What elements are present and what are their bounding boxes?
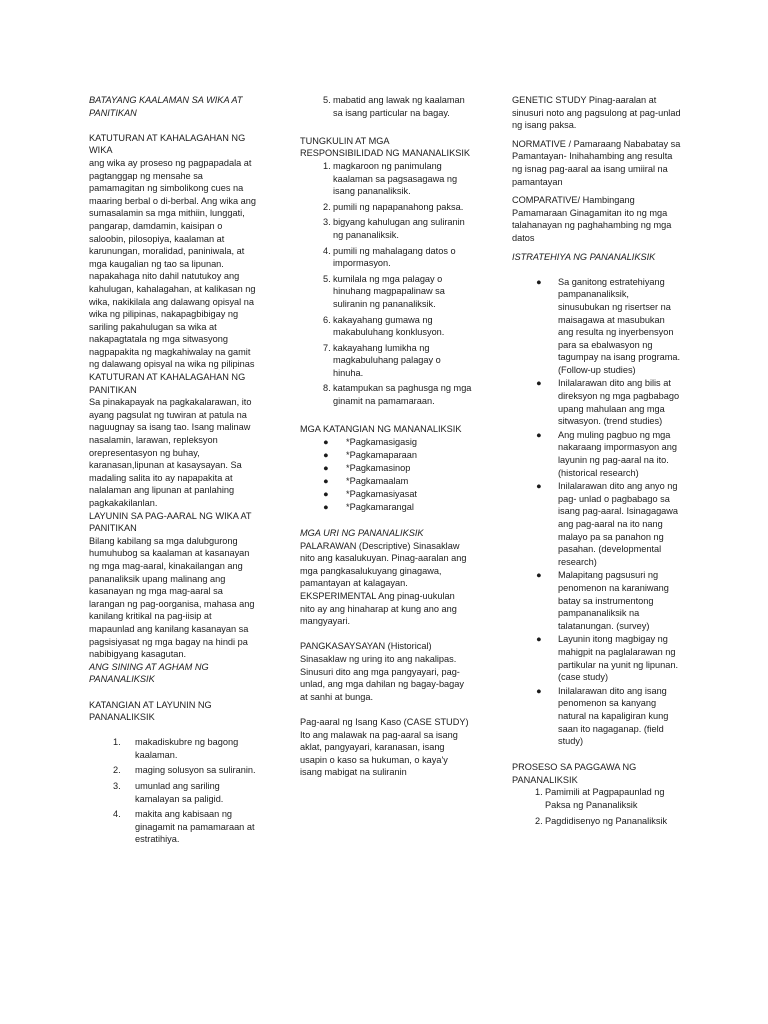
- paragraph-comparative: COMPARATIVE/ Hambingang Pamamaraan Ginagamitan ito ng mga talahanayan ng paghahambing ng mga datos: [512, 195, 672, 243]
- list-katangian-layunin-continued: [300, 94, 472, 119]
- column-2: [300, 94, 472, 779]
- list-item: 2. maging solusyon sa suliranin.: [113, 765, 256, 776]
- bullet-icon: ●: [323, 436, 329, 447]
- list-item: ● Inilalarawan dito ang isang penomenon sa kanyang natural na kapaligiran kung saan ito nagaganap. (field study): [536, 685, 669, 747]
- bullet-icon: ●: [323, 489, 329, 500]
- column-1: [89, 94, 257, 849]
- list-item: ● *Pagkamasiyasat: [323, 489, 417, 500]
- list-item: 2. pumili ng napapanahong paksa.: [323, 201, 464, 212]
- bullet-icon: ●: [323, 449, 329, 460]
- list-proseso: [512, 786, 682, 827]
- column-3: [512, 94, 682, 830]
- section-heading-tungkulin: TUNGKULIN AT MGA RESPONSIBILIDAD NG MANANALIKSIK: [300, 135, 471, 159]
- list-item: 2. Pagdidisenyo ng Pananaliksik: [535, 815, 668, 826]
- list-item: 8. katampukan sa paghusga ng mga ginamit na pamamaraan.: [323, 383, 472, 407]
- section-heading-katangian-mananaliksik: MGA KATANGIAN NG MANANALIKSIK: [300, 424, 462, 435]
- paragraph-genetic-study: GENETIC STUDY Pinag-aaralan at sinusuri noto ang pagsulong at pag-unlad ng isang paksa.: [512, 95, 681, 131]
- list-item: 4. makita ang kabisaan ng ginagamit na pamamaraan at estratihiya.: [113, 809, 255, 845]
- list-item: ● Inilalarawan dito ang bilis at direksyon ng mga pagbabago upang mahulaan ang mga sitwasyon. (trend studies): [536, 378, 680, 427]
- bullet-icon: ●: [323, 463, 329, 474]
- section-heading-layunin: LAYUNIN SA PAG-AARAL NG WIKA AT PANITIKAN: [89, 510, 252, 534]
- list-item: 3. bigyang kahulugan ang suliranin ng pananaliksik.: [323, 217, 465, 240]
- paragraph-layunin: Bilang kabilang sa mga dalubgurong humuhubog sa kaalaman at kasanayan ng mga mag-aaral, kinakailangan ang pananaliksik upang malinang ang kasanayan ng mga mag-aaral sa larangan ng pag-oorganisa, mahasa ang kanilang kritikal na pag-iisip at mapaunlad ang kanilang kasanayan sa pagsisiyasat ng mga bagay na hindi pa nabibigyang kasagutan.: [89, 535, 255, 660]
- paragraph-wika: ang wika ay proseso ng pagpapadala at pagtanggap ng mensahe sa pamamagitan ng simbolikong cues na maaring berbal o di-berbal. Ang wika ang sumasalamin sa mga mithiin, lunggati, pangarap, damdamin, kaisipan o saloobin, pilosopiya, kaalaman at karunungan, moralidad, paniniwala, at mga kaugalian ng tao sa lipunan. napakahaga nito dahil natutukoy ang kahulugan, kahalagahan, at kalikasan ng wika, nakikilala ang dalawang opisyal na wika ng pilipinas, nakapagbibigay ng sariling pakahulugan sa wika at nakapagtatala ng mga sitwasyong nagpapakita ng magkahiwalay na gamit ng dalawang opisyal na wika ng pilipinas: [89, 157, 257, 370]
- paragraph-panitikan: Sa pinakapayak na pagkakalarawan, ito ayang pagsulat ng tuwiran at patula na naguugnay sa isang tao. Isang malinaw nasalamin, larawan, repleksyon orepresentasyon ng buhay, karanasan,lipunan at kasaysayan. Sa madaling salita ito ay napapakita at nalalaman ang lipunan at panlahing pagkakakilanlan.: [89, 397, 252, 508]
- list-item: 1. magkaroon ng panimulang kaalaman sa pagsasagawa ng isang pananaliksik.: [323, 160, 458, 197]
- paragraph-pangkasaysayan: PANGKASAYSAYAN (Historical) Sinasaklaw ng uring ito ang nakalipas. Sinusuri dito ang mga pangyayari, pag-unlad, ang mga dahilan ng bagay-bagay at sanhi at bunga.: [300, 641, 464, 702]
- list-item: ● *Pagkamaparaan: [323, 449, 417, 460]
- bullet-icon: ●: [536, 634, 542, 645]
- bullet-icon: ●: [536, 481, 542, 492]
- list-item: ● *Pagkamasigasig: [323, 436, 417, 447]
- list-item: ● Layunin itong magbigay ng mahigpit na paglalarawan ng partikular na yunit ng lipunan. (case study): [536, 634, 679, 683]
- list-istratehiya: [512, 276, 682, 748]
- bullet-icon: ●: [536, 570, 542, 581]
- list-item: ● *Pagkamarangal: [323, 502, 414, 513]
- section-heading-katangian-layunin: KATANGIAN AT LAYUNIN NG PANANALIKSIK: [89, 699, 212, 723]
- paragraph-normative: NORMATIVE / Pamaraang Nababatay sa Pamantayan- Inihahambing ang resulta ng isnag pag-aaral aa isang umiiral na pamantayan: [512, 138, 681, 187]
- list-tungkulin: [300, 160, 472, 408]
- bullet-icon: ●: [536, 276, 542, 287]
- bullet-icon: ●: [536, 685, 542, 696]
- list-item: 1. Pamimili at Pagpapaunlad ng Paksa ng Pananaliksik: [535, 787, 665, 811]
- list-item: ● Ang muling pagbuo ng mga nakaraang impormasyon ang layunin ng pag-aaral na ito. (historical research): [536, 429, 677, 478]
- bullet-icon: ●: [536, 378, 542, 389]
- section-heading-wika: KATUTURAN AT KAHALAGAHAN NG WIKA: [89, 132, 246, 156]
- list-item: 6. kakayahang gumawa ng makabuluhang konklusyon.: [323, 314, 445, 338]
- list-item: ● *Pagkamasinop: [323, 463, 411, 474]
- list-item: ● Malapitang pagsusuri ng penomenon na karaniwang batay sa instrumentong pampananaliksik na talatanungan. (survey): [536, 570, 669, 631]
- bullet-icon: ●: [536, 429, 542, 440]
- list-item: 4. pumili ng mahalagang datos o impormasyon.: [323, 245, 456, 269]
- section-heading-proseso: PROSESO SA PAGGAWA NG PANANALIKSIK: [512, 762, 637, 785]
- doc-title: BATAYANG KAALAMAN SA WIKA AT PANITIKAN: [89, 95, 243, 118]
- list-item: ● Sa ganitong estratehiyang pampananaliksik, sinusubukan ng risertser na maisagawa at masubukan ang resulta ng inyerbensyon para sa ebalwasyon ng tagumpay na isang programa. (Follow-up studies): [536, 276, 681, 375]
- list-item: 1. makadiskubre ng bagong kaalaman.: [113, 737, 239, 760]
- list-item: 5. kumilala ng mga palagay o hinuhang magpapalinaw sa suliranin ng pananaliksik.: [323, 273, 445, 309]
- bullet-icon: ●: [323, 476, 329, 487]
- list-item: 7. kakayahang lumikha ng magkabuluhang palagay o hinuha.: [323, 342, 441, 378]
- section-heading-istratehiya: ISTRATEHIYA NG PANANALIKSIK: [512, 251, 656, 262]
- section-heading-panitikan: KATUTURAN AT KAHALAGAHAN NG PANITIKAN: [89, 372, 246, 395]
- bullet-icon: ●: [323, 502, 329, 513]
- list-katangian-layunin: [89, 736, 257, 846]
- list-item: 3. umunlad ang sariling kamalayan sa paligid.: [113, 781, 224, 804]
- paragraph-case-study: Pag-aaral ng Isang Kaso (CASE STUDY) Ito ang malawak na pag-aaral sa isang aklat, pangyayari, karanasan, isang usapin o kaso sa hukuman, o kaya'y isang mabigat na suliranin: [300, 716, 469, 778]
- list-item: ● *Pagkamaalam: [323, 476, 409, 487]
- section-heading-sining-agham: ANG SINING AT AGHAM NG PANANALIKSIK: [89, 661, 209, 685]
- list-item: ● Inilalarawan dito ang anyo ng pag- unlad o pagbabago sa isang pag-aaral. Isinagagawa ang pag-aaral na ito nang malayo pa sa panahon ng pasahan. (developmental research): [536, 481, 679, 567]
- section-heading-uri: MGA URI NG PANANALIKSIK: [300, 528, 424, 538]
- paragraph-eksperimental: EKSPERIMENTAL Ang pinag-uukulan nito ay ang hinaharap at kung ano ang mangyayari.: [300, 590, 457, 627]
- list-item: 5. mabatid ang lawak ng kaalaman sa isang particular na bagay.: [323, 95, 465, 118]
- list-katangian-mananaliksik: [300, 436, 472, 514]
- paragraph-palarawan: PALARAWAN (Descriptive) Sinasaklaw nito ang kasalukuyan. Pinag-aaralan ang mga pangkasalukuyang ginagawa, pamantayan at kalagayan.: [300, 540, 467, 589]
